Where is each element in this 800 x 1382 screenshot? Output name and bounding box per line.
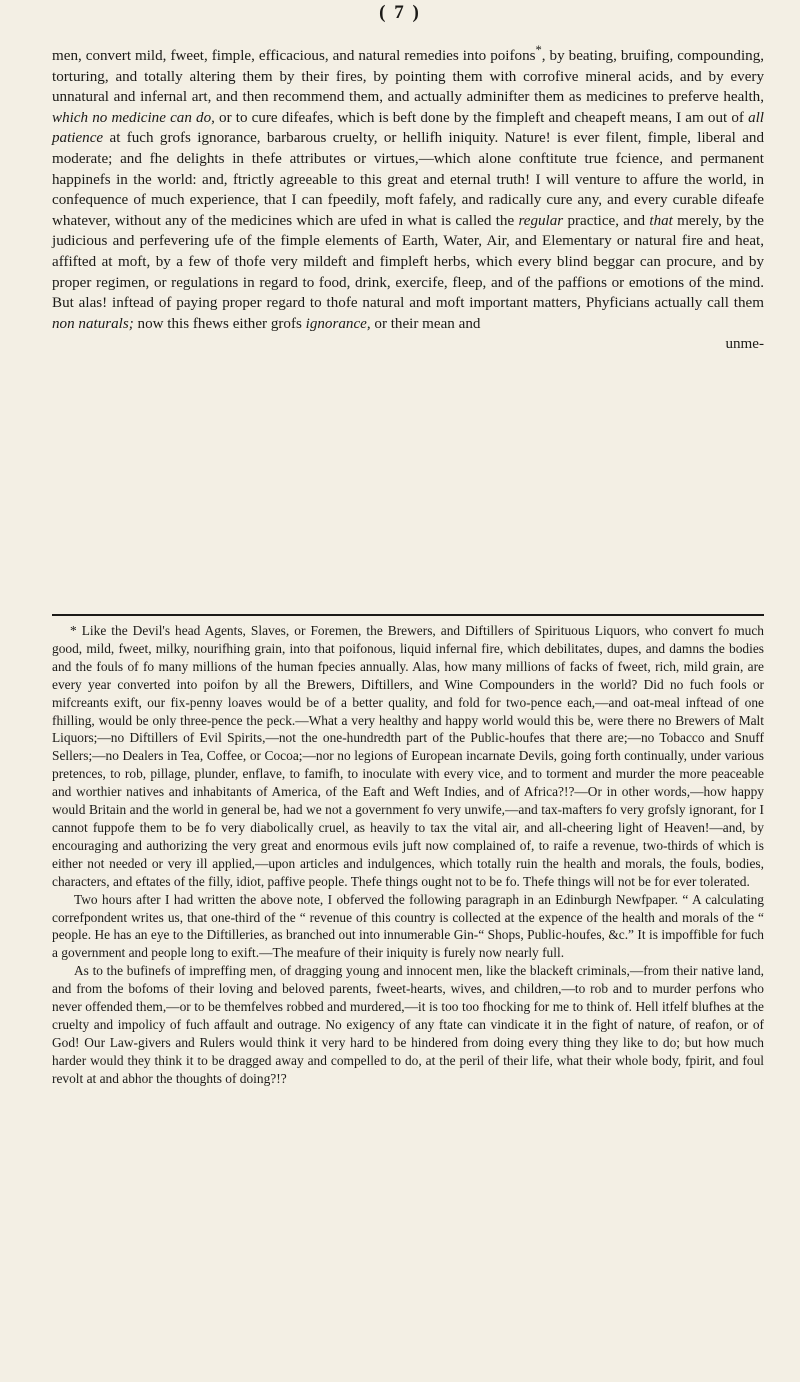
main-paragraph	[52, 40, 764, 355]
italic-phrase: that	[649, 212, 673, 229]
main-text-segment: , by beating, bruifing, compounding, torturing, and totally altering them by their fires, by pointing them with corrofive mineral acids, and by every unnatural and infernal art, and then recommend them, and actually adminifter them as medicines to preferve health,	[52, 48, 765, 106]
main-text-segment: , or their mean and	[366, 315, 481, 332]
catchword: unme-	[725, 336, 764, 353]
main-text-segment: now this fhews either grofs	[133, 315, 306, 332]
main-text-segment: at fuch grofs ignorance, barbarous cruelty, or hellifh iniquity. Nature! is ever filent, fimple, liberal and moderate; and fhe delights in thefe attributes or virtues,—which alone conftitute true fcience, and permanent happinefs in the world: and, ftrictly agreeable to this great and eternal truth! I will venture to affure the world, in confequence of much experience, that I can fpeedily, moft fafely, and radically cure any, and every curable difeafe whatever, without any of the medicines which are ufed in what is called the	[52, 130, 764, 229]
italic-phrase: non naturals;	[52, 315, 134, 332]
footnote-paragraph: Two hours after I had written the above note, I obferved the following paragraph in an Edinburgh Newfpaper. “ A calculating correfpondent writes us, that one-third of the “ revenue of this country is collected at the expence of the health and morals of the “ people. He has an eye to the Diftilleries, as branched out into innumerable Gin-“ Shops, Public-houfes, &c.” It is impoffible for fuch a government and people long to exift.—The meafure of their iniquity is furely now nearly full.	[52, 891, 764, 961]
italic-phrase: all patience	[52, 109, 764, 147]
footnote-paragraph: * Like the Devil's head Agents, Slaves, or Foremen, the Brewers, and Diftillers of Spirituous Liquors, who convert fo much good, mild, fweet, milky, nourifhing grain, into that poifonous, liquid infernal fire, which debilitates, dupes, and damns the bodies and the fouls of fo many millions of the human fpecies annually. Alas, how many millions of facks of fweet, rich, mild grain, are every year converted into poifon by all the Brewers, Diftillers, and Wine Compounders in the world? Did no fuch fools or mifcreants exift, our fix-penny loaves would be of a better quality, and fold for two-pence each,—and oat-meal inftead of one fhilling, would be only three-pence the peck.—What a very healthy and happy world would this be, were there no Brewers of Malt Liquors;—no Diftillers of Evil Spirits,—not the one-hundredth part of the Public-houfes that there are;—no Tobacco and Snuff Sellers;—no Dealers in Tea, Coffee, or Cocoa;—nor no legions of European incarnate Devils, going forth continually, under various pretences, to rob, pillage, plunder, enflave, to famifh, to inoculate with every vice, and to torment and murder the more peaceable and worthier natives and inhabitants of America, of the Eaft and Weft Indies, and of Africa?!?—Or in other words,—how happy would Britain and the world in general be, had we not a government fo very unwife,—and tax-mafters fo very grofsly ignorant, for I cannot fuppofe them to be fo very diabolically cruel, as heavily to tax the vital air, and all-cheering light of Heaven!—and, by encouraging and authorizing the very great and enormous evils juft now complained of, to raife a revenue, two-thirds of which is either not needed or very ill applied,—upon articles and indulgences, which totally ruin the health and morals, the fouls, bodies, characters, and eftates of the filly, idiot, paffive people. Thefe things ought not to be fo. Thefe things will not be for ever tolerated.	[52, 623, 764, 889]
footnote-divider	[52, 614, 764, 616]
italic-phrase: regular	[518, 212, 564, 229]
footnote-paragraph: As to the bufinefs of impreffing men, of dragging young and innocent men, like the blackeft criminals,—from their native land, and from the bofoms of their loving and beloved parents, fweet-hearts, wives, and children,—to rob and to murder perfons who never offended them,—or to be themfelves robbed and murdered,—it is too too fhocking for me to think of. Hell itfelf blufhes at the cruelty and impolicy of fuch affault and outrage. No exigency of any ftate can vindicate it in the fight of nature, of reafon, or of God! Our Law-givers and Rulers would think it very hard to be hindered from doing every thing they like to do; but how much harder would they think it to be dragged away and compelled to do, at the peril of their life, what their whole body, fpirit, and foul revolt at and abhor the thoughts of doing?!?	[52, 963, 764, 1086]
main-text-segment: , or to cure difeafes, which is beft done by the fimpleft and cheapeft means, I am out of	[211, 109, 749, 126]
footnote	[52, 622, 764, 1088]
italic-phrase: ignorance	[305, 315, 367, 332]
footnote-marker: *	[535, 43, 542, 57]
main-text-segment: merely, by the judicious and perfevering ufe of the fimple elements of Earth, Water, Air, and Elementary or natural fire and heat, affifted at moft, by a few of thofe very mildeft and fimpleft herbs, which every blind beggar can procure, and by proper regimen, or regulations in regard to food, drink, exercife, fleep, and of the paffions or emotions of the mind. But alas! inftead of paying proper regard to thofe natural and moft important matters, Phyficians actually call them	[52, 212, 764, 312]
page-number: ( 7 )	[379, 2, 421, 23]
main-text-segment: men, convert mild, fweet, fimple, efficacious, and natural remedies into poifons	[52, 48, 536, 65]
italic-phrase: which no medicine can do	[52, 109, 212, 126]
main-text-segment: practice, and	[563, 212, 650, 229]
